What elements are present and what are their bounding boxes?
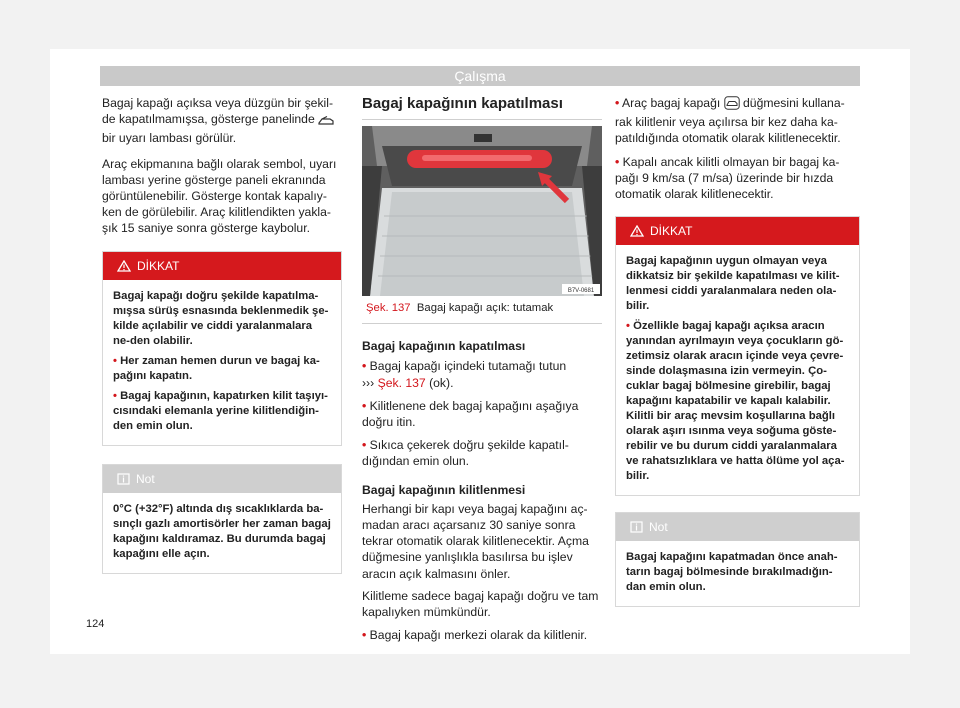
right-bullet-text: Araç bagaj kapağı (622, 96, 721, 110)
section-title: Bagaj kapağının kapatılması (362, 95, 602, 120)
symbol-paragraph: Araç ekipmanına bağlı olarak sembol, uyarı lambası yerine gösterge paneli ekranında görüntülenebilir. Gösterge kontak kapalıy-ken de görülebilir. Araç kilitlendikten yakla-şık 15 saniye sonra gösterge kaybolur. (102, 156, 337, 236)
right-bullet-text: Kapalı ancak kilitli olmayan bir bagaj ka-pağı 9 km/sa (7 m/sa) üzerinde bir hızda otomatik olarak kilitlenecektir. (615, 154, 840, 202)
left-column (102, 95, 342, 574)
intro-text: Bagaj kapağı açıksa veya düzgün bir şekil-de kapatılmamışsa, gösterge panelinde (102, 96, 334, 127)
right-bullet: • Kapalı ancak kilitli olmayan bir bagaj ka-pağı 9 km/sa (7 m/sa) üzerinde bir hızda otomatik olarak kilitlenecektir. (615, 154, 840, 202)
closing-bullet: • Bagaj kapağı içindeki tutamağı tutun ››› Şek. 137 (ok). (362, 359, 567, 390)
note-title: Not (136, 471, 155, 486)
locking-paragraph: Herhangi bir kapı veya bagaj kapağını aç-madan aracı açarsanız 30 saniye sonra tekrar otomatik olarak kilitlenecektir. Açma düğmesine yanlışlıkla basılırsa bu işlev aracın açık kalmasını önler. (362, 501, 589, 581)
warning-body (616, 245, 859, 495)
trunk-lock-button-icon (724, 96, 740, 114)
figure-code: B7V-0681 (567, 288, 595, 294)
warning-title: DİKKAT (650, 224, 693, 239)
closing-bullet-text-end: (ok). (429, 375, 454, 390)
info-icon (117, 467, 130, 495)
warning-bullet: • Her zaman hemen durun ve bagaj ka-pağını kapatın. (113, 354, 320, 382)
note-body (616, 541, 859, 606)
note-title: Not (649, 520, 668, 535)
locking-bullet: • Bagaj kapağı merkezi olarak da kilitlenir. (362, 628, 588, 643)
warning-header (103, 252, 341, 280)
figure-label: Şek. 137 (366, 302, 411, 314)
warning-bullet-text: Bagaj kapağının, kapatırken kilit taşıyı-cısındaki elemanla yerine kilitlendiğin-den emin olun. (113, 389, 328, 432)
closing-bullet: • Kilitlenene dek bagaj kapağını aşağıya doğru itin. (362, 398, 579, 430)
note-text: Bagaj kapağını kapatmadan önce anah-tarın bagaj bölmesinde bırakılmadığın-dan emin olun. (626, 551, 838, 594)
closing-bullet-text: Bagaj kapağı içindeki tutamağı tutun (369, 359, 567, 374)
note-header (103, 465, 341, 493)
intro-paragraph (102, 95, 342, 147)
note-header (616, 513, 859, 541)
warning-body (103, 280, 341, 445)
page-header: Çalışma (100, 66, 860, 86)
locking-paragraph-2: Kilitleme sadece bagaj kapağı doğru ve tam kapalıyken mümkündür. (362, 588, 599, 620)
warning-bullet-text: Her zaman hemen durun ve bagaj ka-pağını kapatın. (113, 354, 320, 382)
warning-header (616, 217, 859, 245)
note-body (103, 493, 341, 573)
warning-bullet-text: Özellikle bagaj kapağı açıksa aracın yanından ayrılmayın veya çocukların gö-zetimsiz olarak aracın içinde veya çevre-sinde dolaşmasına izin vermeyin. Ço-cuklar bagaj bölmesine girebilir, bagaj kapağını kapatabilir ve kapalı kalabilir. Kilitli bir araç mevsim koşullarına bağlı olarak aşırı ısınma veya soğuma göste-rebilir ve bu durum ciddi yaralanmalara ve rahatsızlıklara ve hatta ölüme yol aça-bilir. (626, 320, 845, 483)
right-bullet-text-end: düğmesini kullana-rak kilitlenir veya açılırsa bir kez daha ka-patıldığında otomatik olarak kilitlenecektir. (615, 96, 845, 146)
intro-text-end: bir uyarı lambası görülür. (102, 131, 237, 146)
closing-bullet-text: Kilitlenene dek bagaj kapağını aşağıya doğru itin. (362, 398, 579, 430)
warning-bullet: • Bagaj kapağının, kapatırken kilit taşıyı-cısındaki elemanla yerine kilitlendiğin-den emin olun. (113, 389, 328, 432)
locking-subheading: Bagaj kapağının kilitlenmesi (362, 482, 526, 497)
note-text: 0°C (+32°F) altında dış sıcaklıklarda ba-sınçlı gazlı amortisörler her zaman bagaj kapağını kaldıramaz. Bu durumda bagaj kapağını elle açın. (113, 502, 331, 560)
figure-caption (362, 296, 602, 324)
note-box (615, 512, 860, 607)
middle-column (362, 95, 602, 650)
warning-box (102, 251, 342, 446)
closing-bullet: • Sıkıca çekerek doğru şekilde kapatıl-dığından emin olun. (362, 438, 569, 469)
warning-triangle-icon (630, 219, 644, 247)
closing-subheading: Bagaj kapağının kapatılması (362, 339, 526, 354)
trunk-lid-illustration (362, 126, 602, 296)
warning-box (615, 216, 860, 496)
figure-reference-link[interactable]: Şek. 137 (377, 375, 426, 390)
note-box (102, 464, 342, 574)
figure-caption-text: Bagaj kapağı açık: tutamak (416, 302, 554, 314)
ref-arrow: ››› (362, 375, 375, 390)
trunk-lid-figure (362, 126, 602, 296)
right-column (615, 95, 860, 607)
right-bullet: • Araç bagaj kapağı düğmesini kullana-rak kilitlenir veya açılırsa bir kez daha ka-patıldığında otomatik olarak kilitlenecektir. (615, 96, 845, 146)
warning-title: DİKKAT (137, 258, 180, 273)
locking-bullet-text: Bagaj kapağı merkezi olarak da kilitlenir. (369, 628, 588, 643)
page-number: 124 (86, 618, 105, 630)
trunk-open-warning-icon (318, 114, 334, 130)
info-icon (630, 515, 643, 543)
warning-triangle-icon (117, 254, 131, 282)
warning-bullet: • Özellikle bagaj kapağı açıksa aracın yanından ayrılmayın veya çocukların gö-zetimsiz olarak aracın içinde veya çevre-sinde dolaşmasına izin vermeyin. Ço-cuklar bagaj bölmesine girebilir, bagaj kapağını kapatabilir ve kapalı kalabilir. Kilitli bir araç mevsim koşullarına bağlı olarak aşırı ısınma veya soğuma göste-rebilir ve bu durum ciddi yaralanmalara ve rahatsızlıklara ve hatta ölüme yol aça-bilir. (626, 320, 845, 483)
warning-text: Bagaj kapağı doğru şekilde kapatılma-mışsa sürüş esnasında beklenmedik şe-kilde açılabilir ve ciddi yaralanmalara ne-den olabilir. (113, 289, 329, 347)
closing-bullet-text: Sıkıca çekerek doğru şekilde kapatıl-dığından emin olun. (362, 438, 569, 469)
warning-text: Bagaj kapağının uygun olmayan veya dikkatsiz bir şekilde kapatılması ve kilit-lenmesi ciddi yaralanmalara neden ola-bilir. (626, 255, 840, 313)
